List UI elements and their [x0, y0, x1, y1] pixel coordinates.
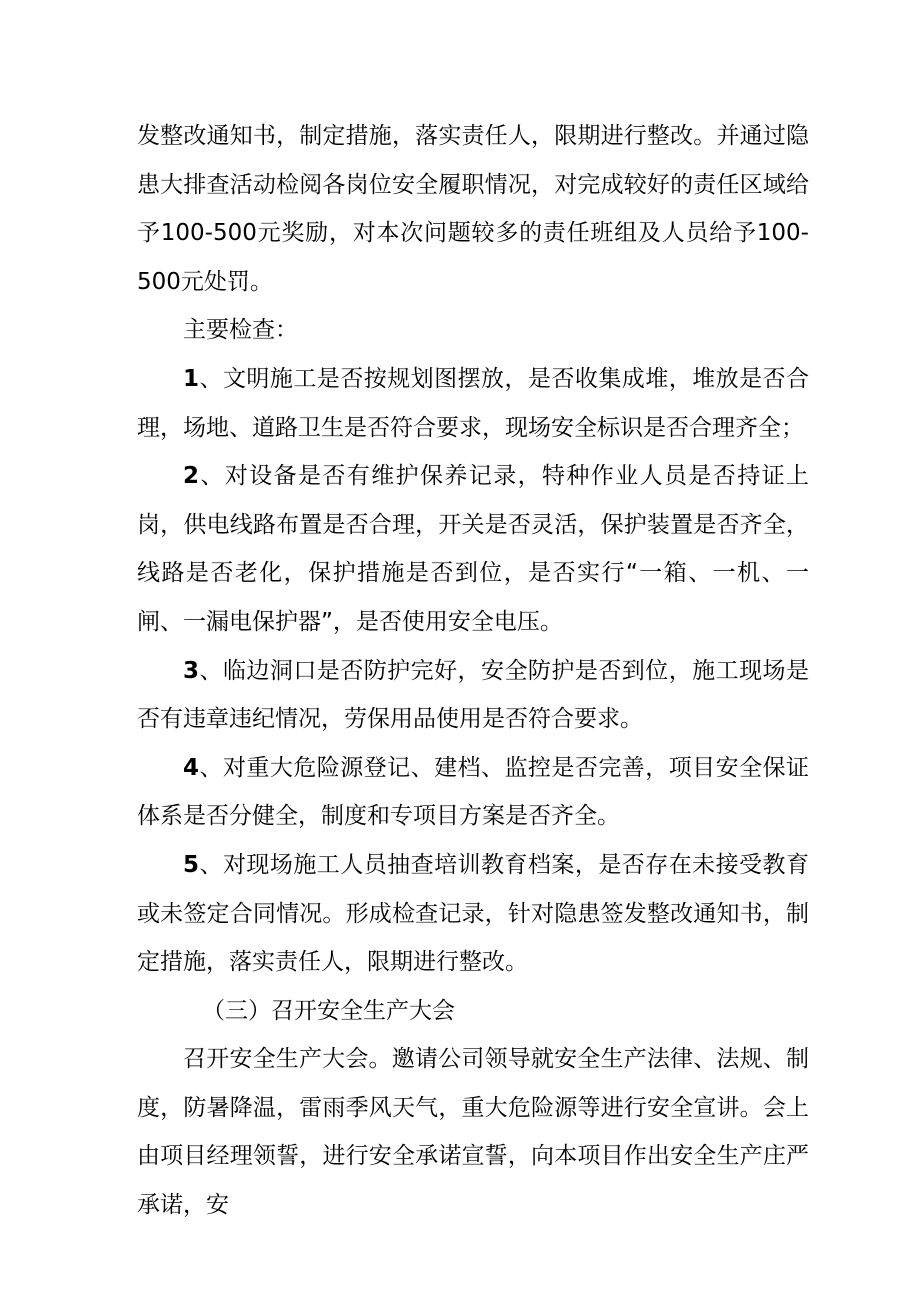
item-number: 5	[183, 851, 200, 878]
item-number: 4	[183, 754, 200, 781]
item-number: 1	[183, 365, 200, 392]
check-item-5	[137, 841, 809, 987]
item-number: 3	[183, 657, 200, 684]
paragraph-text: 、临边洞口是否防护完好，安全防护是否到位，施工现场是否有违章违纪情况，劳保用品使用是否符合要求。	[137, 657, 809, 733]
item-number: 2	[183, 463, 200, 490]
paragraph-continuation	[137, 112, 809, 306]
paragraph-text: 召开安全生产大会。邀请公司领导就安全生产法律、法规、制度，防暑降温，雷雨季风天气，重大危险源等进行安全宣讲。会上由项目经理领誓，进行安全承诺宣誓，向本项目作出安全生产庄严承诺，安	[137, 1046, 809, 1219]
paragraph-main-checks-label	[137, 306, 809, 355]
check-item-3	[137, 647, 809, 744]
paragraph-safety-meeting	[137, 1035, 809, 1229]
paragraph-text: 发整改通知书，制定措施，落实责任人，限期进行整改。并通过隐患大排查活动检阅各岗位安全履职情况，对完成较好的责任区域给予100-500元奖励，对本次问题较多的责任班组及人员给予100-500元处罚。	[137, 123, 809, 295]
check-item-4	[137, 744, 809, 841]
section-heading	[137, 987, 809, 1036]
paragraph-text: 、文明施工是否按规划图摆放，是否收集成堆，堆放是否合理，场地、道路卫生是否符合要求，现场安全标识是否合理齐全；	[137, 365, 809, 441]
paragraph-text: 、对重大危险源登记、建档、监控是否完善，项目安全保证体系是否分健全，制度和专项目方案是否齐全。	[137, 754, 809, 830]
paragraph-text: 、对设备是否有维护保养记录，特种作业人员是否持证上岗，供电线路布置是否合理，开关是否灵活，保护装置是否齐全，线路是否老化，保护措施是否到位，是否实行“一箱、一机、一闸、一漏电保护器”，是否使用安全电压。	[137, 463, 809, 635]
heading-text: （三）召开安全生产大会	[202, 997, 455, 1024]
check-item-2	[137, 452, 809, 646]
paragraph-text: 、对现场施工人员抽查培训教育档案，是否存在未接受教育或未签定合同情况。形成检查记录，针对隐患签发整改通知书，制定措施，落实责任人，限期进行整改。	[137, 851, 809, 976]
check-item-1	[137, 355, 809, 452]
document-body	[137, 112, 809, 1230]
paragraph-text: 主要检查：	[183, 317, 298, 344]
